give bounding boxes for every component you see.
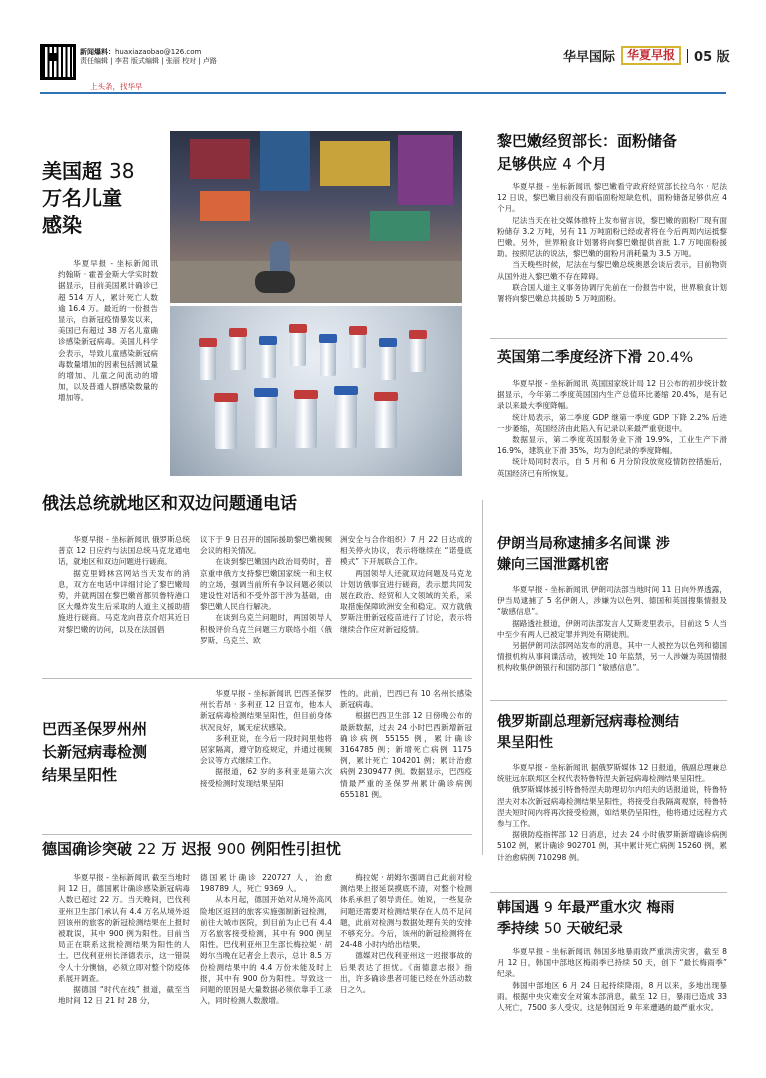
slogan: 上头条，找华早 xyxy=(90,82,143,91)
body-germany-col3: 梅拉妮 · 胡姆尔强调自己此前对检测结果上报延误摸底不清，对整个检测体系承担了领导责任。她说，一些复杂问题还需要对检测结果存在人员不足问题，此前对检测与数据处理有关的安排不够充分。今后，该州的新冠检测将在 24-48 小时内给出结果。 德媒对巴伐利亚州这一迟报事故的后果表达了担忧。《南德意志报》指出，许多确诊患者可能已经在外活动数日之久。 xyxy=(340,873,472,995)
header-separator xyxy=(687,49,688,63)
divider xyxy=(42,834,472,835)
body-germany-col2: 德国累计确诊 220727 人，治愈 198789 人，死亡 9369 人。 从本月起，德国开始对从境外高风险地区返回的旅客实施强制新冠检测，前往大城市医院，到目前为止已有 4.4 万名旅客接受检测，其中有 900 例呈阳性。巴伐利亚州卫生部长梅拉妮 · 胡姆尔当晚在记者会上表示，总计 8.5 万份检测结果中的 4.4 万份未能及时上报，其中有 900 份为阳性。导致这一问题的原因是大量数据必须依靠手工录入，同时检测人数激增。 xyxy=(200,873,332,1006)
page-number: 05 版 xyxy=(694,50,730,65)
body-russia-france-col1: 华夏早报 - 坐标新闻讯 俄罗斯总统普京 12 日应约与法国总统马克龙通电话，就地区和双边问题进行磋商。 据克里姆林宫网站当天发布的消息，双方在电话中详细讨论了黎巴嫩局势，并就两国在黎巴嫩首都贝鲁特港口区大爆炸发生后采取的人道主义援助措施进行磋商。马克龙向普京介绍其近日对黎巴嫩的访问，以及在法国倡 xyxy=(58,535,190,634)
body-us-children: 华夏早报 - 坐标新闻讯 约翰斯 · 霍普金斯大学实时数据显示，目前美国累计确诊已超 514 万人，累计死亡人数逾 16.4 万。最近的一份报告显示，自新冠疫情暴发以来，美国已有超过 38 万名儿童确诊感染新冠病毒。美国儿科学会表示，导致儿童感染新冠病毒数量增加的因素包括测试量的增加、儿童之间流动的增加，以及普通人群感染数量的增加等。 xyxy=(58,259,158,403)
body-iran: 华夏早报 - 坐标新闻讯 伊朗司法部当地时间 11 日向外界透露，伊当局逮捕了 5 名伊朗人，涉嫌为以色列、德国和英国搜集情报及 “敏感信息”。 据路透社报道，伊朗司法部发言人艾斯麦里表示，目前这 5 人当中至少有两人已被定罪并判处有期徒刑。 另据伊朗司法部网站发布的消息，其中一人被控为以色列和德国情报机构从事间谍活动，被判处 10 年监禁，另一人涉嫌为英国情报机构收集伊朗银行和国防部门 “敏感信息”。 xyxy=(497,585,727,673)
section-name: 华早国际 xyxy=(563,50,616,65)
headline-brazil: 巴西圣保罗州州 长新冠病毒检测 结果呈阳性 xyxy=(42,720,148,784)
divider xyxy=(42,678,472,679)
body-korea: 华夏早报 - 坐标新闻讯 韩国多地暴雨致严重洪涝灾害，截至 8 月 12 日，韩国中部地区梅雨季已持续 50 天，创下 “最长梅雨季” 纪录。 韩国中部地区 6 月 24 日起持续降雨，8 月以来，多地出现暴雨。根据中央灾难安全对策本部消息，截至 12 日，暴雨已造成 33 人死亡，7500 多人受灾。这是韩国近 9 年来遭遇的最严重水灾。 xyxy=(497,947,727,1013)
body-lebanon: 华夏早报 - 坐标新闻讯 黎巴嫩看守政府经贸部长拉乌尔 · 尼法 12 日说，黎巴嫩目前没有面临面粉短缺危机，面粉储备足够供应 4 个月。 尼法当天在社交媒体推特上发布留言说，黎巴嫩的面粉厂现有面粉储存 3.2 万吨，另有 11 万吨面粉已经或者将在今后两周内运抵黎巴嫩。另外，世界粮食计划署将向黎巴嫩提供首批 1.7 万吨面粉援助。按照尼法的说法，黎巴嫩的面粉月消耗量为 3.5 万吨。 当天晚些时候，尼法在与黎巴嫩总统奥恩会谈后表示，目前物资从国外进入黎巴嫩不存在障碍。 联合国人道主义事务协调厅先前在一份报告中说，世界粮食计划署将向黎巴嫩总共援助 5 万吨面粉。 xyxy=(497,182,727,304)
divider xyxy=(490,892,727,893)
body-brazil-col1: 华夏早报 - 坐标新闻讯 巴西圣保罗州长若昂 · 多利亚 12 日宣布，他本人新冠病毒检测结果呈阳性，但目前身体状况良好，属无症状感染。 多利亚说，在今后一段时间里他将居家隔离，遵守防疫规定，并通过视频会议等方式继续工作。 据报道，62 岁的多利亚是第六次接受检测时发现结果呈阳 xyxy=(200,689,332,788)
headline-germany: 德国确诊突破 22 万 迟报 900 例阳性引担忧 xyxy=(42,840,341,858)
staff-credits: 责任编辑 | 李君 版式编辑 | 张丽 校对 | 卢路 xyxy=(80,57,217,65)
email-label: 新闻爆料： xyxy=(80,48,115,56)
body-russia-france-col3: 洲安全与合作组织）7 月 22 日达成的相关停火协议，表示将继续在 “诺曼底模式” 下开展联合工作。 两国领导人还就双边问题及马克龙计划访俄事宜进行磋商，表示愿共同发展在政治、经贸和人文领域的关系，采取措施保障欧洲安全和稳定。双方就俄罗斯注册新冠疫苗进行了讨论，表示将继续合作应对新冠疫情。 xyxy=(340,535,472,634)
headline-iran: 伊朗当局称逮捕多名间谍 涉 嫌向三国泄露机密 xyxy=(497,536,670,573)
masthead-meta xyxy=(80,48,280,66)
headline-russia-france: 俄法总统就地区和双边问题通电话 xyxy=(42,494,297,514)
body-russia-pm: 华夏早报 - 坐标新闻讯 据俄罗斯媒体 12 日报道，俄副总理兼总统驻远东联邦区全权代表特鲁特涅夫新冠病毒检测结果呈阳性。 俄罗斯媒体援引特鲁特涅夫助理切尔内绍夫的话报道说，特鲁特涅夫对本次新冠病毒检测结果呈阳性，将接受自我隔离观察，特鲁特涅夫短时间内将再次接受检测，如结果仍呈阳性，他将通过远程方式参与工作。 据俄防疫指挥部 12 日消息，过去 24 小时俄罗斯新增确诊病例 5102 例，累计确诊 902701 例，其中累计死亡病例 15260 例，累计治愈病例 710298 例。 xyxy=(497,763,727,862)
headline-lebanon: 黎巴嫩经贸部长：面粉储备 足够供应 4 个月 xyxy=(497,132,678,173)
header-rule xyxy=(40,92,726,94)
headline-uk-economy: 英国第二季度经济下滑 20.4% xyxy=(497,350,694,366)
column-divider xyxy=(482,500,483,855)
body-uk-economy: 华夏早报 - 坐标新闻讯 英国国家统计局 12 日公布的初步统计数据显示，今年第二季度英国国内生产总值环比萎缩 20.4%，是有记录以来最大季度降幅。 统计局表示，第二季度 GDP 继第一季度 GDP 下降 2.2% 后进一步萎缩，英国经济由此陷入有记录以来最严重衰退中。 数据显示，第二季度英国服务业下滑 19.9%，工业生产下滑 16.9%，建筑业下滑 35%，均为创纪录的季度降幅。 统计局同时表示，自 5 月和 6 月分阶段放宽疫情防控措施后，英国经济已有所恢复。 xyxy=(497,379,727,478)
body-brazil-col2: 性的。此前，巴西已有 10 名州长感染新冠病毒。 根据巴西卫生部 12 日傍晚公布的最新数据，过去 24 小时巴西新增新冠确诊病例 55155 例，累计确诊 3164785 例；新增死亡病例 1175 例，累计死亡 104201 例；累计治愈病例 2309477 例。数据显示，巴西疫情最严重的圣保罗州累计确诊病例 655181 例。 xyxy=(340,689,472,799)
qr-code-icon xyxy=(40,44,76,80)
vaccine-vials-photo xyxy=(170,306,462,476)
brand-logo: 华夏早报 xyxy=(621,46,681,65)
headline-korea: 韩国遇 9 年最严重水灾 梅雨 季持续 50 天破纪录 xyxy=(497,900,675,937)
section-header xyxy=(563,46,730,65)
headline-russia-pm: 俄罗斯副总理新冠病毒检测结 果呈阳性 xyxy=(497,714,679,751)
headline-us-children: 美国超 38 万名儿童 感染 xyxy=(42,159,135,237)
body-russia-france-col2: 议下于 9 日召开的国际援助黎巴嫩视频会议的相关情况。 在谈到黎巴嫩国内政治局势时，普京重申俄方支持黎巴嫩国家统一和主权的立场，强调当前所有争议问题必须以建设性对话和不受外部干涉为基础，由黎巴嫩人民自行解决。 在谈到乌克兰问题时，两国领导人积极评价乌克兰问题三方联络小组（俄罗斯、乌克兰、欧 xyxy=(200,535,332,645)
city-street-photo xyxy=(170,131,462,303)
email-link[interactable]: huaxiazaobao@126.com xyxy=(115,48,202,56)
divider xyxy=(490,700,727,701)
divider xyxy=(490,338,727,339)
body-germany-col1: 华夏早报 - 坐标新闻讯 截至当地时间 12 日，德国累计确诊感染新冠病毒人数已超过 22 万。当天晚间，巴伐利亚州卫生部门承认有 4.4 万名从境外返回该州的旅客的新冠检测结果在上报时被耽误，其中 900 例为阳性。目前当局正在联系这批检测结果为阳性的人士。巴伐利亚州长泽德表示，这一错误令人十分懊恼，必须立即对整个防疫体系展开调查。 据德国 “时代在线” 报道，截至当地时间 12 日 21 时 28 分， xyxy=(58,873,190,1006)
